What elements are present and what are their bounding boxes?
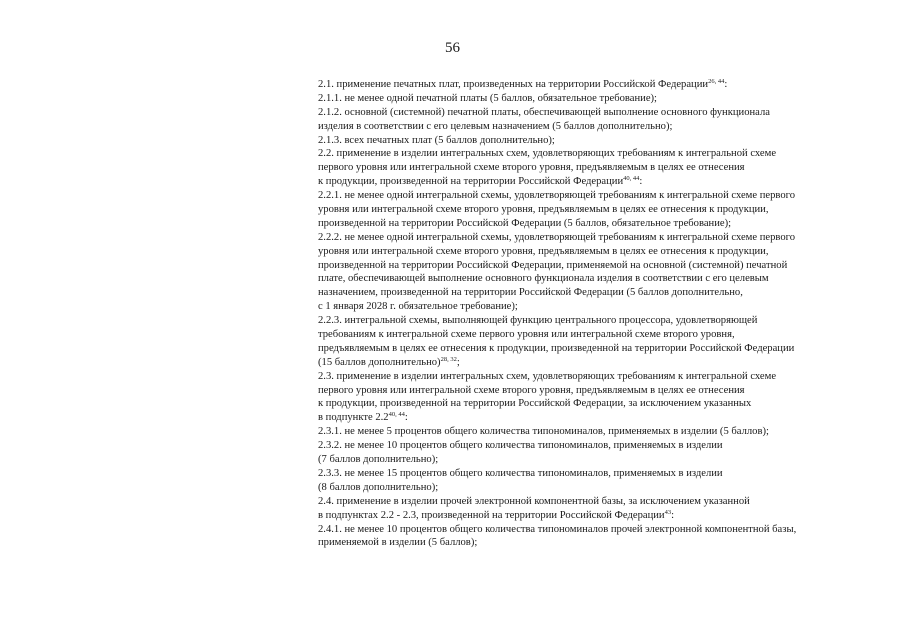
line-text: 2.2.2. не менее одной интегральной схемы, удовлетворяющей требованиям к интегральной схеме первого (318, 231, 796, 243)
text-line (318, 314, 866, 328)
text-line (318, 259, 866, 273)
text-line (318, 328, 866, 342)
line-text: в подпунктах 2.2 - 2.3, произведенной на территории Российской Федерации (318, 509, 665, 521)
line-text: 2.4.1. не менее 10 процентов общего количества типономиналов прочей электронной компонентной базы, (318, 523, 797, 535)
line-text: применяемой в изделии (5 баллов); (318, 537, 478, 549)
line-text: к продукции, произведенной на территории Российской Федерации (318, 176, 624, 188)
line-text: (15 баллов дополнительно) (318, 356, 441, 368)
text-line (318, 509, 866, 523)
footnote-reference: 26, 44 (708, 78, 725, 85)
line-text: (8 баллов дополнительно); (318, 481, 439, 493)
line-text: требованиям к интегральной схеме первого уровня или интегральной схеме второго уровня, (318, 329, 735, 341)
line-text: 2.4. применение в изделии прочей электронной компонентной базы, за исключением указанной (318, 495, 750, 507)
line-text: 2.1.1. не менее одной печатной платы (5 баллов, обязательное требование); (318, 92, 658, 104)
line-text: произведенной на территории Российской Федерации, применяемой на основной (системной) печатной (318, 259, 788, 271)
footnote-reference: 40, 44 (623, 175, 640, 183)
text-line (318, 300, 866, 314)
text-line (318, 342, 866, 356)
line-text: уровня или интегральной схеме второго уровня, предъявляемым в целях ее отнесения к продукции, (318, 245, 769, 257)
text-line (318, 175, 866, 189)
text-line (318, 286, 866, 300)
line-text: 2.3.1. не менее 5 процентов общего количества типономиналов, применяемых в изделии (5 баллов); (318, 426, 769, 438)
line-text: (7 баллов дополнительно); (318, 454, 439, 466)
text-line (318, 272, 866, 286)
line-text: 2.1.2. основной (системной) печатной платы, обеспечивающей выполнение основного функционала (318, 106, 770, 118)
text-line (318, 217, 866, 231)
line-punctuation: : (724, 79, 728, 90)
text-line (318, 523, 866, 537)
text-line (318, 495, 866, 509)
line-punctuation: : (404, 412, 408, 424)
line-text: предъявляемым в целях ее отнесения к продукции, произведенной на территории Российской Федерации (318, 342, 795, 354)
text-line (318, 134, 866, 148)
text-line (318, 161, 866, 175)
text-line (318, 467, 866, 481)
line-text: назначением, произведенной на территории Российской Федерации (5 баллов дополнительно, (318, 287, 743, 299)
document-body (318, 78, 866, 550)
text-line (318, 106, 866, 120)
line-punctuation: : (639, 176, 643, 188)
text-line (318, 78, 866, 92)
text-line (318, 439, 866, 453)
text-line (318, 120, 866, 134)
line-text: в подпункте 2.2 (318, 412, 389, 424)
line-text: 2.2.1. не менее одной интегральной схемы, удовлетворяющей требованиям к интегральной схеме первого (318, 190, 796, 202)
line-text: уровня или интегральной схеме второго уровня, предъявляемым в целях ее отнесения к продукции, (318, 204, 769, 216)
text-line (318, 370, 866, 384)
text-line (318, 397, 866, 411)
line-text: к продукции, произведенной на территории Российской Федерации, за исключением указанных (318, 398, 752, 410)
line-punctuation: ; (456, 356, 460, 368)
text-line (318, 92, 866, 106)
text-line (318, 425, 866, 439)
page-number: 56 (445, 40, 460, 56)
text-line (318, 147, 866, 161)
line-text: 2.3.3. не менее 15 процентов общего количества типономиналов, применяемых в изделии (318, 467, 723, 479)
line-punctuation: : (671, 509, 675, 521)
line-text: произведенной на территории Российской Федерации (5 баллов, обязательное требование); (318, 217, 732, 229)
line-text: 2.2. применение в изделии интегральных схем, удовлетворяющих требованиям к интегральной схеме (318, 148, 777, 160)
text-line (318, 453, 866, 467)
text-line (318, 536, 866, 550)
text-line (318, 411, 866, 425)
line-text: изделия в соответствии с его целевым назначением (5 баллов дополнительно); (318, 120, 673, 132)
text-line (318, 231, 866, 245)
line-text: 2.3.2. не менее 10 процентов общего количества типономиналов, применяемых в изделии (318, 440, 723, 452)
line-text: 2.1.3. всех печатных плат (5 баллов дополнительно); (318, 134, 555, 146)
line-text: 2.2.3. интегральной схемы, выполняющей функцию центрального процессора, удовлетворяющей (318, 315, 758, 327)
line-text: с 1 января 2028 г. обязательное требование); (318, 301, 518, 313)
line-text: первого уровня или интегральной схеме второго уровня, предъявляемым в целях ее отнесения (318, 384, 745, 396)
text-line (318, 481, 866, 495)
footnote-reference: 40, 44 (388, 411, 405, 419)
text-line (318, 245, 866, 259)
footnote-reference: 43 (664, 508, 672, 516)
text-line (318, 189, 866, 203)
line-text: 2.1. применение печатных плат, произведенных на территории Российской Федерации (318, 79, 709, 90)
text-line (318, 356, 866, 370)
line-text: 2.3. применение в изделии интегральных схем, удовлетворяющих требованиям к интегральной схеме (318, 370, 777, 382)
footnote-reference: 28, 32 (440, 355, 457, 363)
line-text: первого уровня или интегральной схеме второго уровня, предъявляемым в целях ее отнесения (318, 162, 745, 174)
text-line (318, 203, 866, 217)
line-text: плате, обеспечивающей выполнение основного функционала изделия в соответствии с его целевым (318, 273, 769, 285)
text-line (318, 384, 866, 398)
